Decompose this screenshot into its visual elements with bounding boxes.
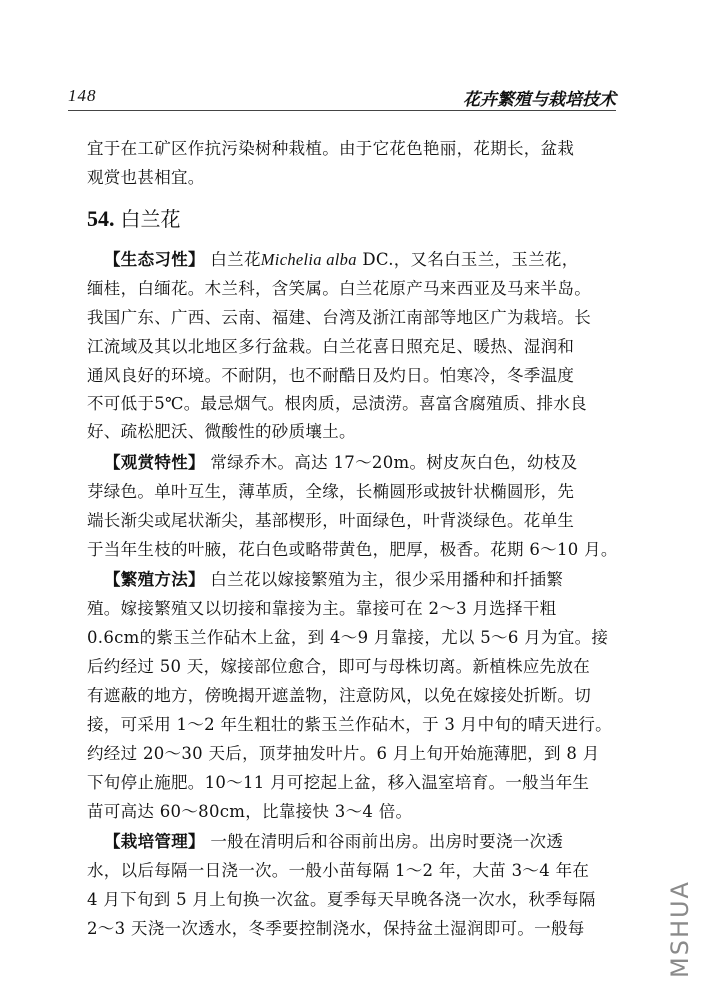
text-line: 殖。嫁接繁殖又以切接和靠接为主。靠接可在 2～3 月选择干粗 [87,599,557,618]
latin-name: Michelia alba [260,250,357,269]
watermark: MSHUA [666,880,694,978]
cultivation-tag: 【栽培管理】 [104,832,205,851]
text-line: 后约经过 50 天，嫁接部位愈合，即可与母株切离。新植株应先放在 [87,657,591,676]
running-header [68,84,616,111]
ecology-text-b: DC.，又名白玉兰，玉兰花， [356,250,579,269]
text-line: 0.6cm的紫玉兰作砧木上盆，到 4～9 月靠接，尤以 5～6 月为宜。接 [87,628,609,647]
text-line: 不可低于5℃。最忌烟气。根肉质，忌渍涝。喜富含腐殖质、排水良 [87,394,587,413]
text-line: 江流域及其以北地区多行盆栽。白兰花喜日照充足、暖热、湿润和 [87,337,575,356]
cultivation-text: 一般在清明后和谷雨前出房。出房时要浇一次透 [210,832,564,851]
text-line: 接，可采用 1～2 年生粗壮的紫玉兰作砧木，于 3 月中旬的晴天进行。 [87,715,612,734]
text-line: 芽绿色。单叶互生，薄革质，全缘，长椭圆形或披针状椭圆形，先 [87,482,575,501]
text-line: 4 月下旬到 5 月上旬换一次盆。夏季每天早晚各浇一次水，秋季每隔 [87,890,596,909]
text-line: 于当年生枝的叶腋，花白色或略带黄色，肥厚，极香。花期 6～10 月。 [87,540,618,559]
ecology-text-a: 白兰花 [210,250,261,269]
ornamental-text: 常绿乔木。高达 17～20m。树皮灰白色，幼枝及 [210,453,578,472]
text-line: 下旬停止施肥。10～11 月可挖起上盆，移入温室培育。一般当年生 [87,773,590,792]
text-line: 观赏也甚相宜。 [87,168,205,187]
text-line: 约经过 20～30 天后，顶芽抽发叶片。6 月上旬开始施薄肥，到 8 月 [87,744,600,763]
propagation-tag: 【繁殖方法】 [104,570,205,589]
text-line: 水，以后每隔一日浇一次。一般小苗每隔 1～2 年，大苗 3～4 年在 [87,861,590,880]
text-line: 通风良好的环境。不耐阴，也不耐酷日及灼日。怕寒冷，冬季温度 [87,366,575,385]
book-title: 花卉繁殖与栽培技术 [463,90,616,110]
section-heading [87,203,181,232]
ornamental-tag: 【观赏特性】 [104,453,205,472]
section-number: 54. [87,206,115,231]
ecology-tag: 【生态习性】 [104,250,205,269]
cultivation-first-line [104,828,624,852]
ornamental-first-line [104,449,624,473]
text-line: 2～3 天浇一次透水，冬季要控制浇水，保持盆土湿润即可。一般每 [87,919,585,938]
section-title: 白兰花 [120,207,181,231]
text-line: 苗可高达 60～80cm，比靠接快 3～4 倍。 [87,802,413,821]
text-line: 我国广东、广西、云南、福建、台湾及浙江南部等地区广为栽培。长 [87,308,591,327]
page-number: 148 [68,86,97,105]
propagation-text: 白兰花以嫁接繁殖为主，很少采用播种和扦插繁 [210,570,564,589]
text-line: 端长渐尖或尾状渐尖，基部楔形，叶面绿色，叶背淡绿色。花单生 [87,511,575,530]
propagation-first-line [104,566,624,590]
text-line: 好、疏松肥沃、微酸性的砂质壤土。 [87,422,356,441]
text-line: 有遮蔽的地方，傍晚揭开遮盖物，注意防风，以免在嫁接处折断。切 [87,686,591,705]
ecology-first-line [104,246,624,270]
text-line: 缅桂，白缅花。木兰科，含笑属。白兰花原产马来西亚及马来半岛。 [87,279,591,298]
text-line: 宜于在工矿区作抗污染树种栽植。由于它花色艳丽，花期长，盆栽 [87,139,575,158]
